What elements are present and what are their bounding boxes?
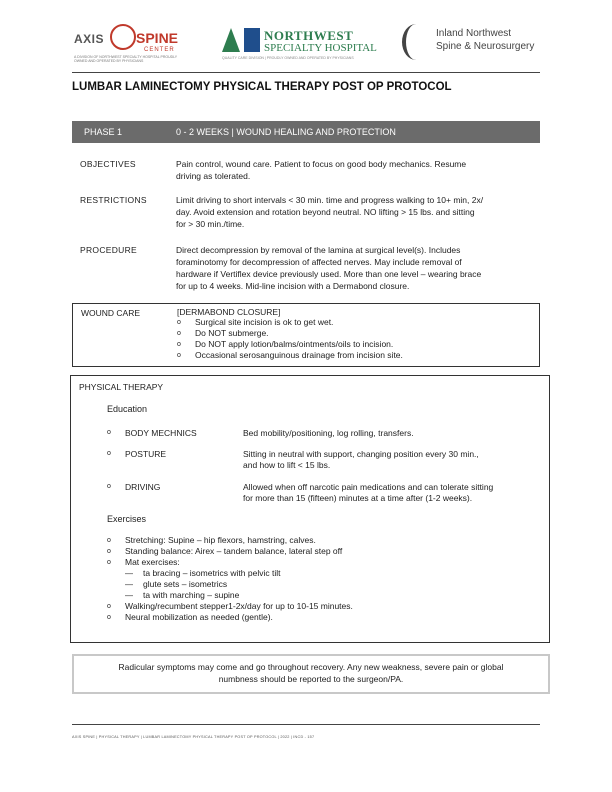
procedure-line: hardware if Vertiflex device previously used. More than one level – wearing brace [176, 269, 482, 279]
restrictions-line: for > 30 min./time. [176, 219, 245, 229]
exercises-list [107, 535, 527, 623]
physical-therapy-box [70, 375, 550, 643]
header-divider [72, 72, 540, 73]
wound-care-list [177, 317, 527, 361]
education-item-text [243, 449, 543, 471]
axis-word: AXIS [74, 32, 105, 46]
inland-line2: Spine & Neurosurgery [436, 41, 535, 52]
procedure-line: Direct decompression by removal of the lamina at surgical level(s). Includes [176, 245, 461, 255]
list-item: — ta with marching – supine [107, 590, 527, 601]
spine-icon [402, 24, 430, 60]
education-line: and how to lift < 15 lbs. [243, 460, 331, 470]
restrictions-line: day. Avoid extension and rotation beyond neutral. NO lifting > 15 lbs. and sitting [176, 207, 475, 217]
radicular-note-box [72, 654, 550, 694]
wound-care-label: WOUND CARE [81, 308, 141, 318]
phase-number: PHASE 1 [84, 127, 123, 137]
axis-spine-word: SPINE [136, 30, 179, 46]
education-line: Allowed when off narcotic pain medications and can tolerate sitting [243, 482, 494, 492]
procedure-line: foraminotomy for decompression of affected nerves. May include removal of [176, 257, 462, 267]
education-line: Bed mobility/positioning, log rolling, transfers. [243, 428, 414, 438]
restrictions-text [176, 194, 538, 230]
bullet-icon: o [107, 450, 111, 457]
inland-northwest-logo [400, 22, 550, 64]
note-text [82, 661, 540, 685]
procedure-label: PROCEDURE [80, 245, 138, 255]
education-item-text [243, 482, 543, 504]
inland-line1: Inland Northwest [436, 28, 512, 39]
axis-swirl-icon [110, 24, 136, 50]
nw-title: NORTHWEST [264, 28, 354, 43]
phase-bar [72, 121, 540, 143]
axis-tagline: A DIVISION OF NORTHWEST SPECIALTY HOSPITAL PROUDLY OWNED AND OPERATED BY PHYSICIANS [74, 55, 178, 63]
procedure-line: for up to 4 weeks. Mid-line incision with a Dermabond closure. [176, 281, 410, 291]
axis-spine-logo [74, 22, 184, 64]
list-item: o Mat exercises: [107, 557, 527, 568]
education-label: Education [107, 404, 148, 414]
list-item: o Standing balance: Airex – tandem balance, lateral step off [107, 546, 527, 557]
document-title: LUMBAR LAMINECTOMY PHYSICAL THERAPY POST OP PROTOCOL [72, 81, 452, 93]
objectives-label: OBJECTIVES [80, 159, 136, 169]
education-item-name: DRIVING [125, 482, 161, 492]
wound-care-box [72, 303, 540, 367]
tree-icon [222, 28, 240, 52]
flag-icon [244, 28, 260, 52]
northwest-specialty-logo [222, 22, 382, 64]
wound-care-heading: [DERMABOND CLOSURE] [177, 307, 281, 317]
bullet-icon: o [107, 429, 111, 436]
education-item-name: POSTURE [125, 449, 167, 459]
objectives-line: Pain control, wound care. Patient to focus on good body mechanics. Resume [176, 159, 467, 169]
list-item: — glute sets – isometrics [107, 579, 527, 590]
nw-subtitle: SPECIALTY HOSPITAL [264, 42, 377, 54]
list-item: o Neural mobilization as needed (gentle). [107, 612, 527, 623]
note-line: Radicular symptoms may come and go throughout recovery. Any new weakness, severe pain or global [118, 662, 504, 672]
phase-description: 0 - 2 WEEKS | WOUND HEALING AND PROTECTION [176, 127, 396, 137]
list-item: o Do NOT submerge. [177, 328, 527, 339]
restrictions-line: Limit driving to short intervals < 30 min. time and progress walking to 10+ min, 2x/ [176, 195, 484, 205]
education-item-text [243, 428, 543, 439]
education-item-name: BODY MECHNICS [125, 428, 197, 438]
list-item: o Occasional serosanguinous drainage from incision site. [177, 350, 527, 361]
list-item: o Walking/recumbent stepper1-2x/day for up to 10-15 minutes. [107, 601, 527, 612]
nw-tagline: QUALITY CARE DIVISION | PROUDLY OWNED AND OPERATED BY PHYSICIANS [222, 56, 354, 60]
physical-therapy-label: PHYSICAL THERAPY [79, 382, 164, 392]
list-item: — ta bracing – isometrics with pelvic tilt [107, 568, 527, 579]
note-line: numbness should be reported to the surgeon/PA. [218, 674, 404, 684]
bullet-icon: o [107, 483, 111, 490]
list-item: o Do NOT apply lotion/balms/ointments/oils to incision. [177, 339, 527, 350]
objectives-line: driving as tolerated. [176, 171, 251, 181]
axis-center-word: CENTER [144, 47, 175, 53]
list-item: o Stretching: Supine – hip flexors, hamstring, calves. [107, 535, 527, 546]
education-line: Sitting in neutral with support, changing position every 30 min., [243, 449, 479, 459]
education-line: for more than 15 (fifteen) minutes at a time after (1-2 weeks). [243, 493, 473, 503]
list-item: o Surgical site incision is ok to get wet. [177, 317, 527, 328]
exercises-label: Exercises [107, 514, 147, 524]
restrictions-label: RESTRICTIONS [80, 195, 147, 205]
footer-text: AXIS SPINE | PHYSICAL THERAPY | LUMBAR LAMINECTOMY PHYSICAL THERAPY POST OP PROTOCOL | 2022 | INCD - 157 [72, 735, 315, 739]
objectives-text [176, 158, 538, 182]
procedure-text [176, 244, 538, 292]
footer-divider [72, 724, 540, 725]
